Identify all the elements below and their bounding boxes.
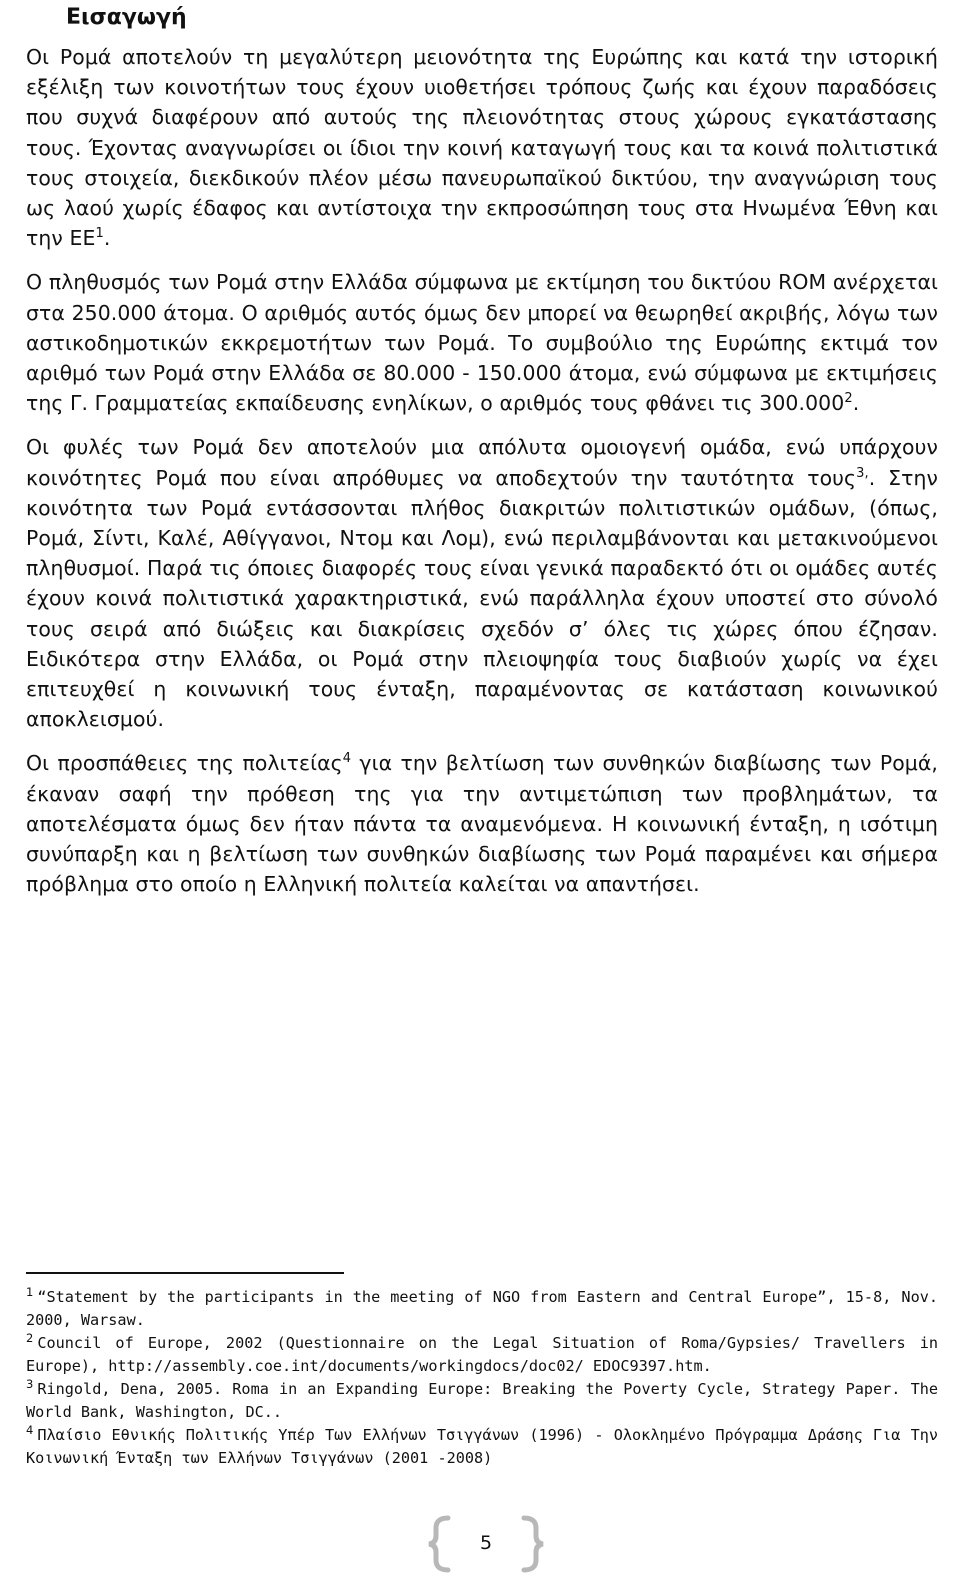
body-text: [26, 42, 938, 913]
paragraph-text: Ο πληθυσμός των Ρομά στην Ελλάδα σύμφωνα με εκτίμηση του δικτύου ROM ανέρχεται στα 250.000 άτομα. Ο αριθμός αυτός όμως δεν μπορεί να θεωρηθεί ακριβής, λόγω των αστικοδημοτικών εκκρεμοτήτων των Ρομά. Το συμβούλιο της Ευρώπης εκτιμά τον αριθμό των Ρομά στην Ελλάδα σε 80.000 - 150.000 άτομα, ενώ σύμφωνα με εκτιμήσεις της Γ. Γραμματείας εκπαίδευσης ενηλίκων, ο αριθμός τους φθάνει τις 300.000: [26, 270, 938, 416]
section-heading: Εισαγωγή: [66, 5, 187, 30]
footnote-1: [26, 1286, 938, 1331]
paragraph-text: για την βελτίωση των συνθηκών διαβίωσης των Ρομά, έκαναν σαφή την πρόθεση της για την αντιμετώπιση των προβλημάτων, τα αποτελέσματα όμως δεν ήταν πάντα τα αναμενόμενα. Η κοινωνική ένταξη, η ισότιμη συνύπαρξη και η βελτίωση των συνθηκών διαβίωσης των Ρομά παραμένει και σήμερα πρόβλημα στο οποίο η Ελληνική πολιτεία καλείται να απαντήσει.: [26, 751, 938, 897]
footnote-number: 3: [26, 1377, 34, 1391]
paragraph-text: .: [852, 391, 860, 416]
footnote-separator: [26, 1272, 344, 1274]
footnotes: [26, 1286, 938, 1470]
footnote-number: 2: [26, 1331, 34, 1345]
footnote-4: [26, 1424, 938, 1469]
footnote-text: Ringold, Dena, 2005. Roma in an Expanding Europe: Breaking the Poverty Cycle, Strategy Paper. The World Bank, Washington, DC..: [26, 1380, 938, 1421]
paragraph-text: Οι Ρομά αποτελούν τη μεγαλύτερη μειονότητα της Ευρώπης και κατά την ιστορική εξέλιξη των κοινοτήτων τους έχουν υιοθετήσει τρόπους ζωής και έχουν παραδόσεις που συχνά διαφέρουν από αυτούς της πλειονότητας στους χώρους εγκατάστασης τους. Έχοντας αναγνωρίσει οι ίδιοι την κοινή καταγωγή τους και τα κοινά πολιτιστικά τους στοιχεία, διεκδικούν πλέον μέσω πανευρωπαϊκού δικτύου, την αναγνώριση τους ως λαού χωρίς έδαφος και αντίστοιχα την εκπροσώπηση τους στα Ηνωμένα Έθνη και την ΕΕ: [26, 45, 938, 251]
page-footer: [424, 1514, 548, 1574]
paragraph-text: Οι προσπάθειες της πολιτείας: [26, 751, 343, 776]
footnote-text: Council of Europe, 2002 (Questionnaire on the Legal Situation of Roma/Gypsies/ Travellers in Europe), http://assembly.coe.int/documents/workingdocs/doc02/ EDOC9397.htm.: [26, 1334, 938, 1375]
paragraph-text: .: [103, 226, 111, 251]
paragraph-text: . Στην κοινότητα των Ρομά εντάσσονται πλήθος διακριτών πολιτιστικών ομάδων, (όπως, Ρομά, Σίντι, Καλέ, Αθίγγανοι, Ντομ και Λομ), ενώ περιλαμβάνονται και μετακινούμενοι πληθυσμοί. Παρά τις όποιες διαφορές τους είναι γενικά παραδεκτό ότι οι ομάδες αυτές έχουν κοινά πολιτιστικά χαρακτηριστικά, ενώ παράλληλα έχουν υποστεί στο σύνολό τους σειρά από διώξεις και διακρίσεις σχεδόν σ’ όλες τις χώρες όπου έζησαν. Ειδικότερα στην Ελλάδα, οι Ρομά στην πλειοψηφία τους διαβιούν χωρίς να έχει επιτευχθεί η κοινωνική τους ένταξη, παραμένοντας σε κατάσταση κοινωνικού αποκλεισμού.: [26, 465, 938, 732]
footnote-3: [26, 1378, 938, 1423]
footnote-number: 4: [26, 1423, 34, 1437]
paragraph-policy: [26, 748, 938, 899]
footnote-text: “Statement by the participants in the meeting of NGO from Eastern and Central Europe”, 15-8, Nov. 2000, Warsaw.: [26, 1288, 938, 1329]
footnote-ref-1[interactable]: 1: [95, 226, 104, 242]
footnote-ref-3[interactable]: 3,: [856, 465, 869, 481]
footnote-ref-2[interactable]: 2: [844, 391, 853, 407]
paragraph-text: Οι φυλές των Ρομά δεν αποτελούν μια απόλυτα ομοιογενή ομάδα, ενώ υπάρχουν κοινότητες Ρομά που είναι απρόθυμες να αποδεχτούν την ταυτότητα τους: [26, 435, 938, 490]
footnote-text: Πλαίσιο Εθνικής Πολιτικής Υπέρ Των Ελλήνων Τσιγγάνων (1996) - Ολοκλημένο Πρόγραμμα Δράσης Για Την Κοινωνική Ένταξη των Ελλήνων Τσιγγάνων (2001 -2008): [26, 1426, 938, 1467]
paragraph-population: [26, 267, 938, 418]
paragraph-groups: [26, 432, 938, 734]
footnote-ref-4[interactable]: 4: [342, 751, 352, 767]
footnote-number: 1: [26, 1285, 34, 1299]
footnote-2: [26, 1332, 938, 1377]
paragraph-intro: [26, 42, 938, 253]
page-number: 5: [479, 1532, 493, 1554]
